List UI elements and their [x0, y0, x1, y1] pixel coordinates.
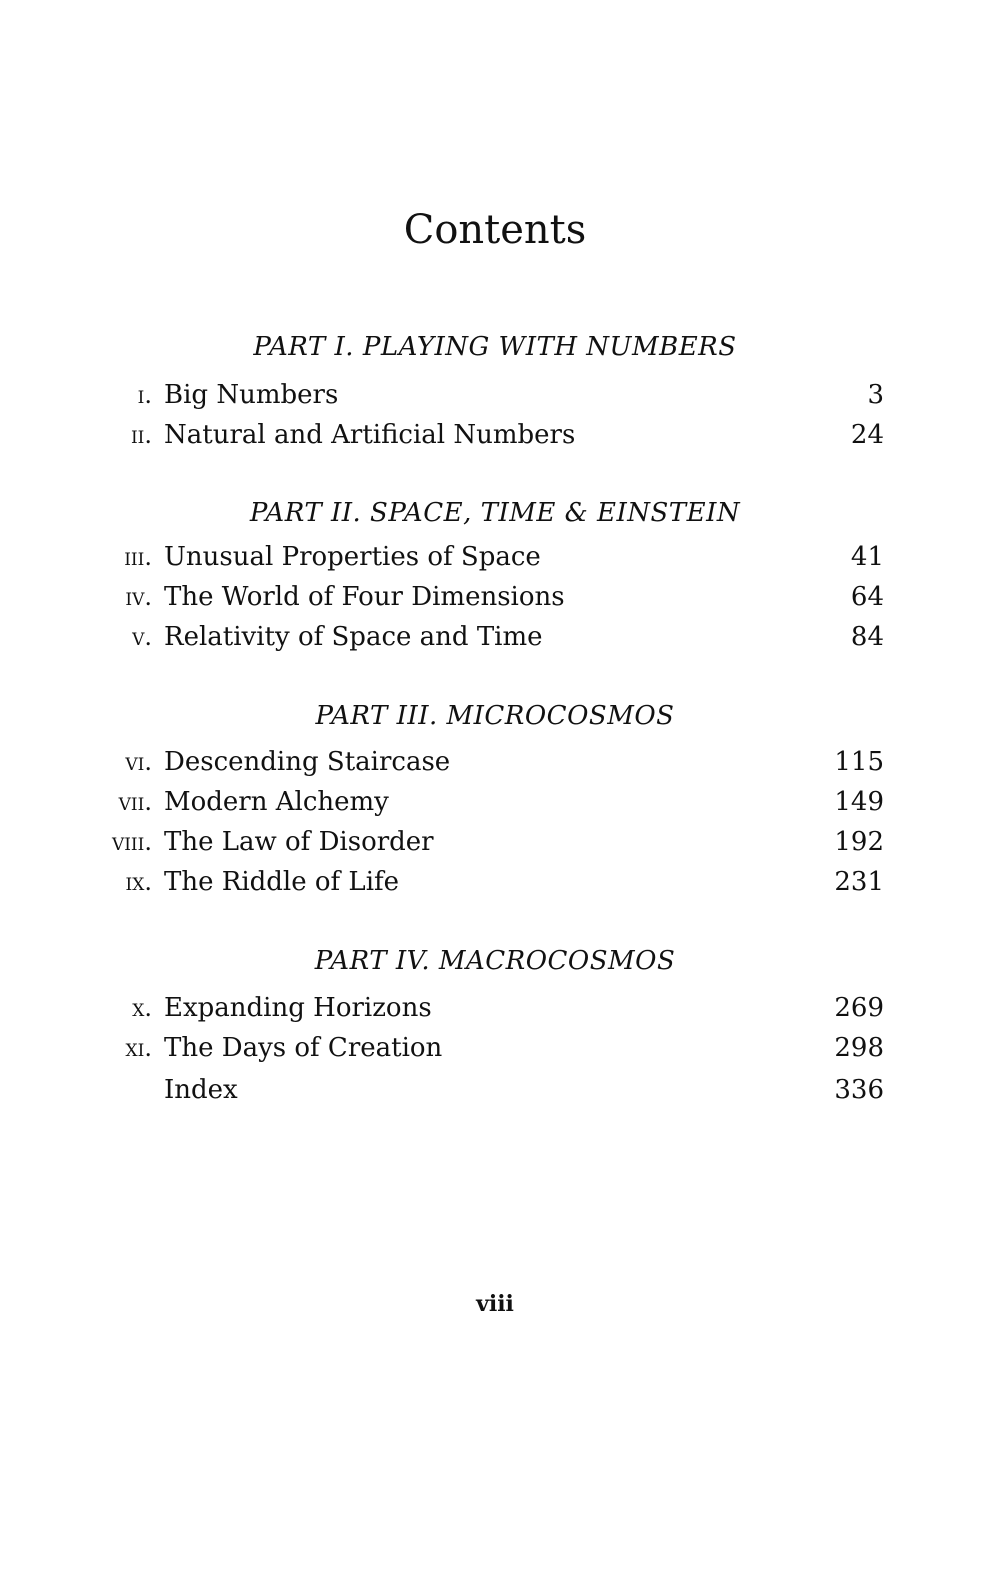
toc-entry[interactable]: [0, 378, 1000, 412]
chapter-title: Unusual Properties of Space: [164, 542, 541, 572]
chapter-page: 231: [834, 867, 884, 897]
chapter-title: Relativity of Space and Time: [164, 622, 543, 652]
toc-entry[interactable]: [0, 825, 1000, 859]
chapter-page: 24: [850, 420, 884, 450]
page-number: viii: [476, 1291, 514, 1317]
chapter-numeral: ii.: [130, 421, 152, 449]
chapter-numeral: vi.: [125, 748, 152, 776]
chapter-page: 64: [850, 582, 884, 612]
toc-entry[interactable]: [0, 1031, 1000, 1065]
chapter-title: Expanding Horizons: [164, 993, 432, 1023]
chapter-page: 115: [834, 747, 884, 777]
toc-entry[interactable]: [0, 865, 1000, 899]
part-heading-1: PART I. PLAYING WITH NUMBERS: [253, 332, 737, 362]
chapter-title: The Riddle of Life: [164, 867, 400, 897]
toc-entry[interactable]: [0, 620, 1000, 654]
chapter-title: The World of Four Dimensions: [164, 582, 565, 612]
toc-entry[interactable]: [0, 418, 1000, 452]
chapter-page: 269: [834, 993, 884, 1023]
toc-entry[interactable]: [0, 580, 1000, 614]
toc-entry-index[interactable]: [0, 1073, 1000, 1107]
chapter-title: Descending Staircase: [164, 747, 451, 777]
chapter-numeral: v.: [132, 623, 152, 651]
part-heading-2: PART II. SPACE, TIME & EINSTEIN: [249, 498, 741, 528]
chapter-numeral: ix.: [125, 868, 152, 896]
chapter-page: 3: [867, 380, 884, 410]
toc-entry[interactable]: [0, 785, 1000, 819]
chapter-title: The Days of Creation: [164, 1033, 443, 1063]
chapter-title: Big Numbers: [164, 380, 339, 410]
chapter-page: 298: [834, 1033, 884, 1063]
chapter-page: 41: [850, 542, 884, 572]
index-page: 336: [834, 1075, 884, 1105]
toc-entry[interactable]: [0, 991, 1000, 1025]
chapter-title: Natural and Artificial Numbers: [164, 420, 576, 450]
chapter-numeral: xi.: [125, 1034, 152, 1062]
chapter-page: 192: [834, 827, 884, 857]
index-title: Index: [164, 1075, 238, 1105]
chapter-numeral: i.: [137, 381, 152, 409]
toc-entry[interactable]: [0, 745, 1000, 779]
toc-entry[interactable]: [0, 540, 1000, 574]
chapter-page: 84: [850, 622, 884, 652]
chapter-page: 149: [834, 787, 884, 817]
part-heading-4: PART IV. MACROCOSMOS: [314, 946, 676, 976]
chapter-title: Modern Alchemy: [164, 787, 389, 817]
chapter-numeral: viii.: [111, 828, 152, 856]
chapter-numeral: x.: [132, 994, 152, 1022]
chapter-numeral: iii.: [124, 543, 152, 571]
chapter-numeral: iv.: [125, 583, 152, 611]
part-heading-3: PART III. MICROCOSMOS: [315, 701, 675, 731]
chapter-numeral: vii.: [118, 788, 152, 816]
page-title: Contents: [403, 207, 587, 253]
chapter-title: The Law of Disorder: [164, 827, 434, 857]
